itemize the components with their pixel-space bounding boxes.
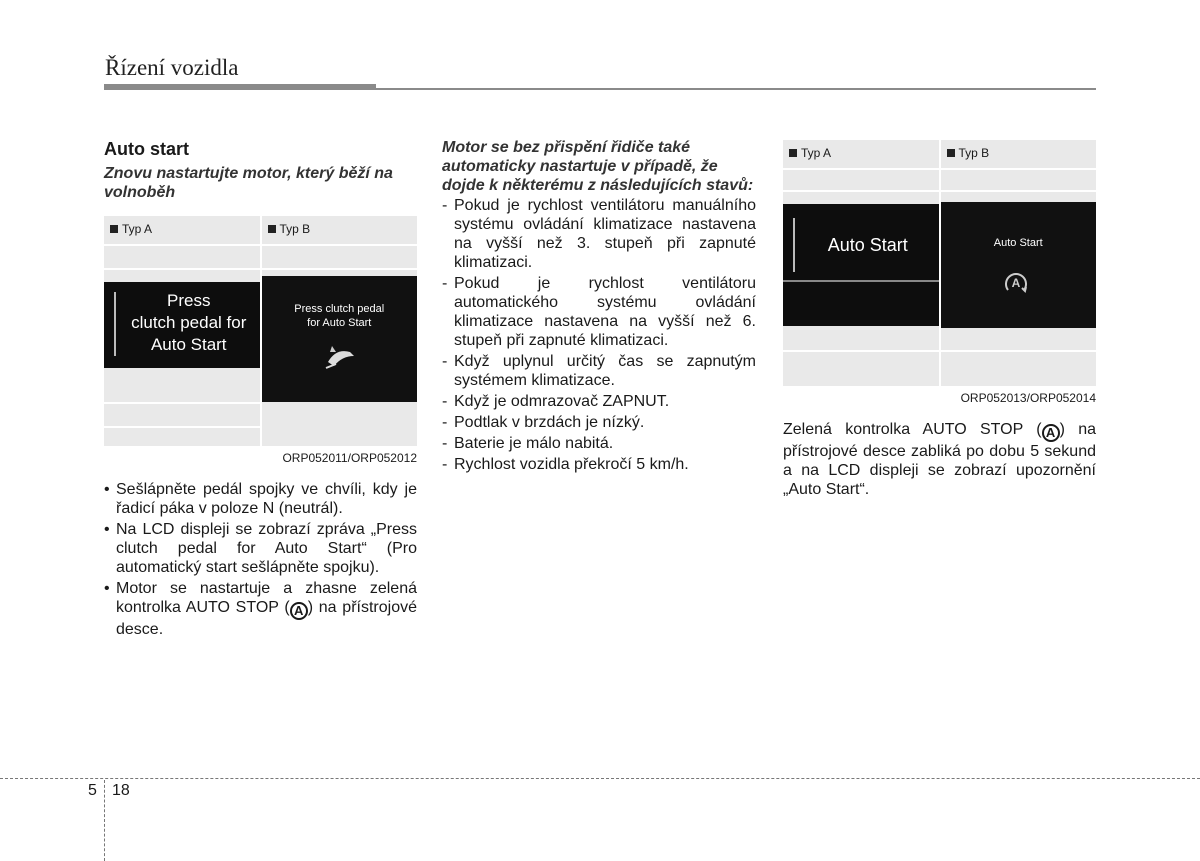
list-item: - Rychlost vozidla překročí 5 km/h. — [442, 455, 756, 474]
column-auto-start — [104, 138, 417, 641]
foot-on-pedal-icon — [322, 342, 358, 372]
lcd-auto-start-text: Auto Start — [827, 235, 908, 255]
conditions-list — [442, 196, 756, 474]
figure-label-typ-b: Typ B — [279, 222, 311, 236]
list-item: - Podtlak v brzdách je nízký. — [442, 413, 756, 432]
lcd-screen-typ-a — [783, 204, 939, 326]
section-subheading: Znovu nastartujte motor, který běží na volnoběh — [104, 165, 393, 201]
list-item: • Na LCD displeji se zobrazí zpráva „Press clutch pedal for Auto Start“ (Pro automatický start sešlápněte spojku). — [104, 520, 417, 577]
svg-text:A: A — [1011, 276, 1020, 290]
list-item: - Pokud je rychlost ventilátoru automatického systému ovládání klimatizace nastavena na vyšší než 6. stupeň při zapnuté klimatizaci. — [442, 274, 756, 350]
auto-stop-indicator-icon: A — [1042, 424, 1060, 442]
footer-rule-horizontal — [0, 778, 1200, 779]
figure-label-typ-a: Typ A — [801, 146, 832, 160]
chapter-number: 5 — [88, 782, 97, 799]
footer-rule-vertical — [104, 780, 105, 861]
figure-label-typ-a: Typ A — [122, 222, 153, 236]
list-item: - Když je odmrazovač ZAPNUT. — [442, 392, 756, 411]
square-bullet-icon — [268, 225, 276, 233]
figure-panel-typ-b — [262, 216, 418, 446]
section-heading: Auto start — [104, 139, 189, 159]
lcd-line-2: clutch pedal for — [131, 313, 247, 332]
page-header-title: Řízení vozidla — [105, 55, 239, 80]
figure-caption: ORP052011/ORP052012 — [282, 451, 417, 465]
lcd-screen-typ-b — [941, 202, 1097, 328]
lcd-screen-typ-b — [262, 276, 418, 402]
list-item: • Motor se nastartuje a zhasne zelená kontrolka AUTO STOP ( A ) na přístrojové desce. — [104, 579, 417, 639]
list-item: - Když uplynul určitý čas se zapnutým systémem klimatizace. — [442, 352, 756, 390]
figure-press-clutch — [104, 216, 417, 468]
column-auto-restart-conditions — [442, 138, 756, 476]
instruction-list — [104, 480, 417, 639]
square-bullet-icon — [110, 225, 118, 233]
figure-panel-typ-b — [941, 140, 1097, 386]
lcd-screen-typ-a — [104, 282, 260, 368]
list-item: - Pokud je rychlost ventilátoru manuálního systému ovládání klimatizace nastavena na vyšší než 3. stupeň při zapnuté klimatizaci. — [442, 196, 756, 272]
column-auto-start-display — [783, 140, 1096, 499]
list-item: - Baterie je málo nabitá. — [442, 434, 756, 453]
auto-start-paragraph: Zelená kontrolka AUTO STOP ( A ) na přístrojové desce zabliká po dobu 5 sekund a na LCD displeji se zobrazí upozornění „Auto Start“. — [783, 421, 1096, 498]
figure-panel-typ-a — [104, 216, 260, 446]
page-number: 18 — [112, 782, 130, 799]
figure-panel-typ-a — [783, 140, 939, 386]
conditions-intro: Motor se bez přispění řidiče také automaticky nastartuje v případě, že dojde k některému z následujících stavů: — [442, 139, 754, 194]
auto-stop-indicator-icon: A — [290, 602, 308, 620]
header-rule-thick — [104, 84, 376, 90]
header-rule-thin — [376, 88, 1096, 90]
lcd-line-1: Press clutch pedal — [294, 303, 385, 315]
lcd-line-2: for Auto Start — [307, 317, 372, 329]
lcd-line-1: Press — [167, 291, 211, 310]
figure-caption: ORP052013/ORP052014 — [960, 391, 1096, 405]
figure-auto-start — [783, 140, 1096, 408]
square-bullet-icon — [947, 149, 955, 157]
auto-stop-indicator-icon — [1002, 268, 1030, 296]
lcd-line-3: Auto Start — [150, 335, 227, 354]
figure-label-typ-b: Typ B — [958, 146, 990, 160]
lcd-auto-start-text: Auto Start — [993, 237, 1043, 249]
square-bullet-icon — [789, 149, 797, 157]
list-item: • Sešlápněte pedál spojky ve chvíli, kdy je řadicí páka v poloze N (neutrál). — [104, 480, 417, 518]
